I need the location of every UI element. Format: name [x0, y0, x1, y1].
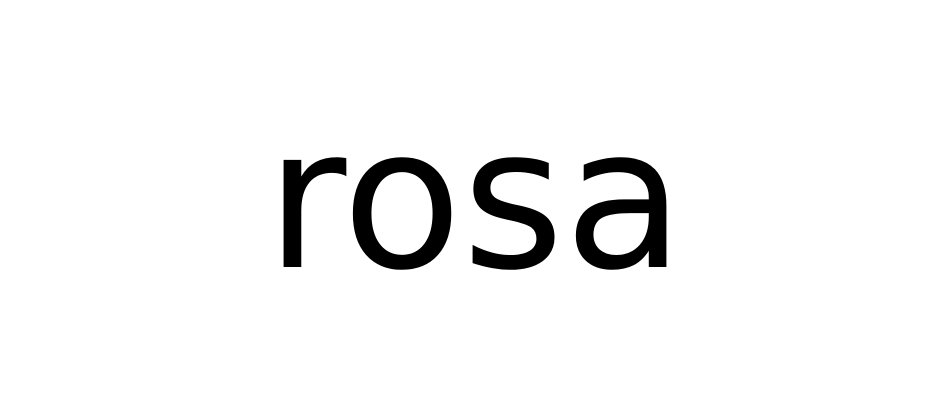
word-text: rosa	[265, 86, 685, 314]
